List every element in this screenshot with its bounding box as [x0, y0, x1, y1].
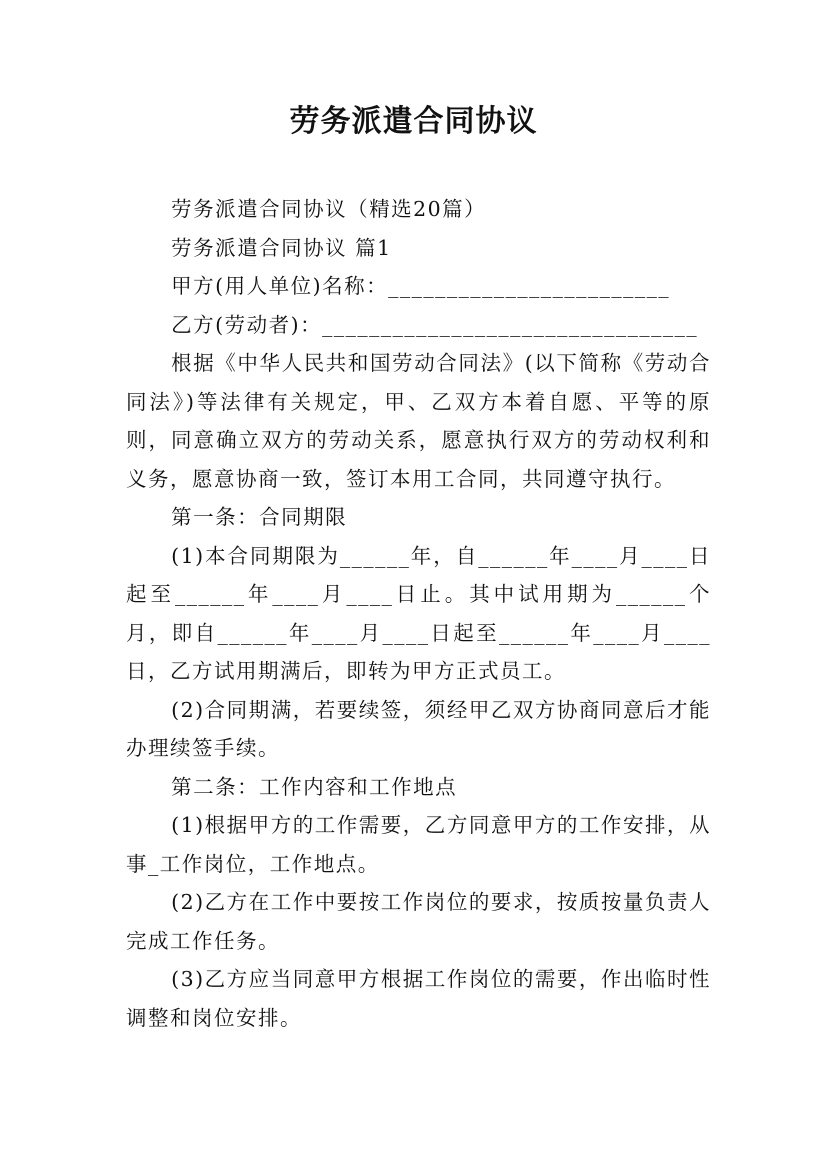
document-body [126, 190, 711, 1037]
paragraph-article-2-clause-2: (2)乙方在工作中要按工作岗位的要求，按质按量负责人完成工作任务。 [126, 890, 711, 953]
paragraph-article-1-clause-1: (1)本合同期限为______年，自______年____月____日起至______年____月____日止。其中试用期为______个月，即自______年____月____日起至______年____月____日，乙方试用期满后，即转为甲方正式员工。 [126, 543, 711, 683]
paragraph-article-2-heading: 第二条：工作内容和工作地点 [171, 774, 458, 799]
document-title: 劳务派遣合同协议 [289, 104, 538, 139]
paragraph-part-heading: 劳务派遣合同协议 篇1 [171, 235, 392, 260]
paragraph-party-b: 乙方(劳动者)：________________________________ [171, 312, 699, 337]
paragraph-article-1-clause-2: (2)合同期满，若要续签，须经甲乙双方协商同意后才能办理续签手续。 [126, 697, 711, 760]
paragraph-preamble: 根据《中华人民共和国劳动合同法》(以下简称《劳动合同法》)等法律有关规定，甲、乙双方本着自愿、平等的原则，同意确立双方的劳动关系，愿意执行双方的劳动权利和义务，愿意协商一致，签订本用工合同，共同遵守执行。 [126, 351, 711, 491]
paragraph-party-a: 甲方(用人单位)名称：________________________ [171, 274, 671, 298]
paragraph-subtitle: 劳务派遣合同协议（精选20篇） [171, 197, 487, 221]
paragraph-article-2-clause-1: (1)根据甲方的工作需要，乙方同意甲方的工作安排，从事_工作岗位，工作地点。 [126, 813, 711, 876]
paragraph-article-2-clause-3: (3)乙方应当同意甲方根据工作岗位的需要，作出临时性调整和岗位安排。 [126, 967, 711, 1030]
paragraph-article-1-heading: 第一条：合同期限 [171, 505, 348, 529]
